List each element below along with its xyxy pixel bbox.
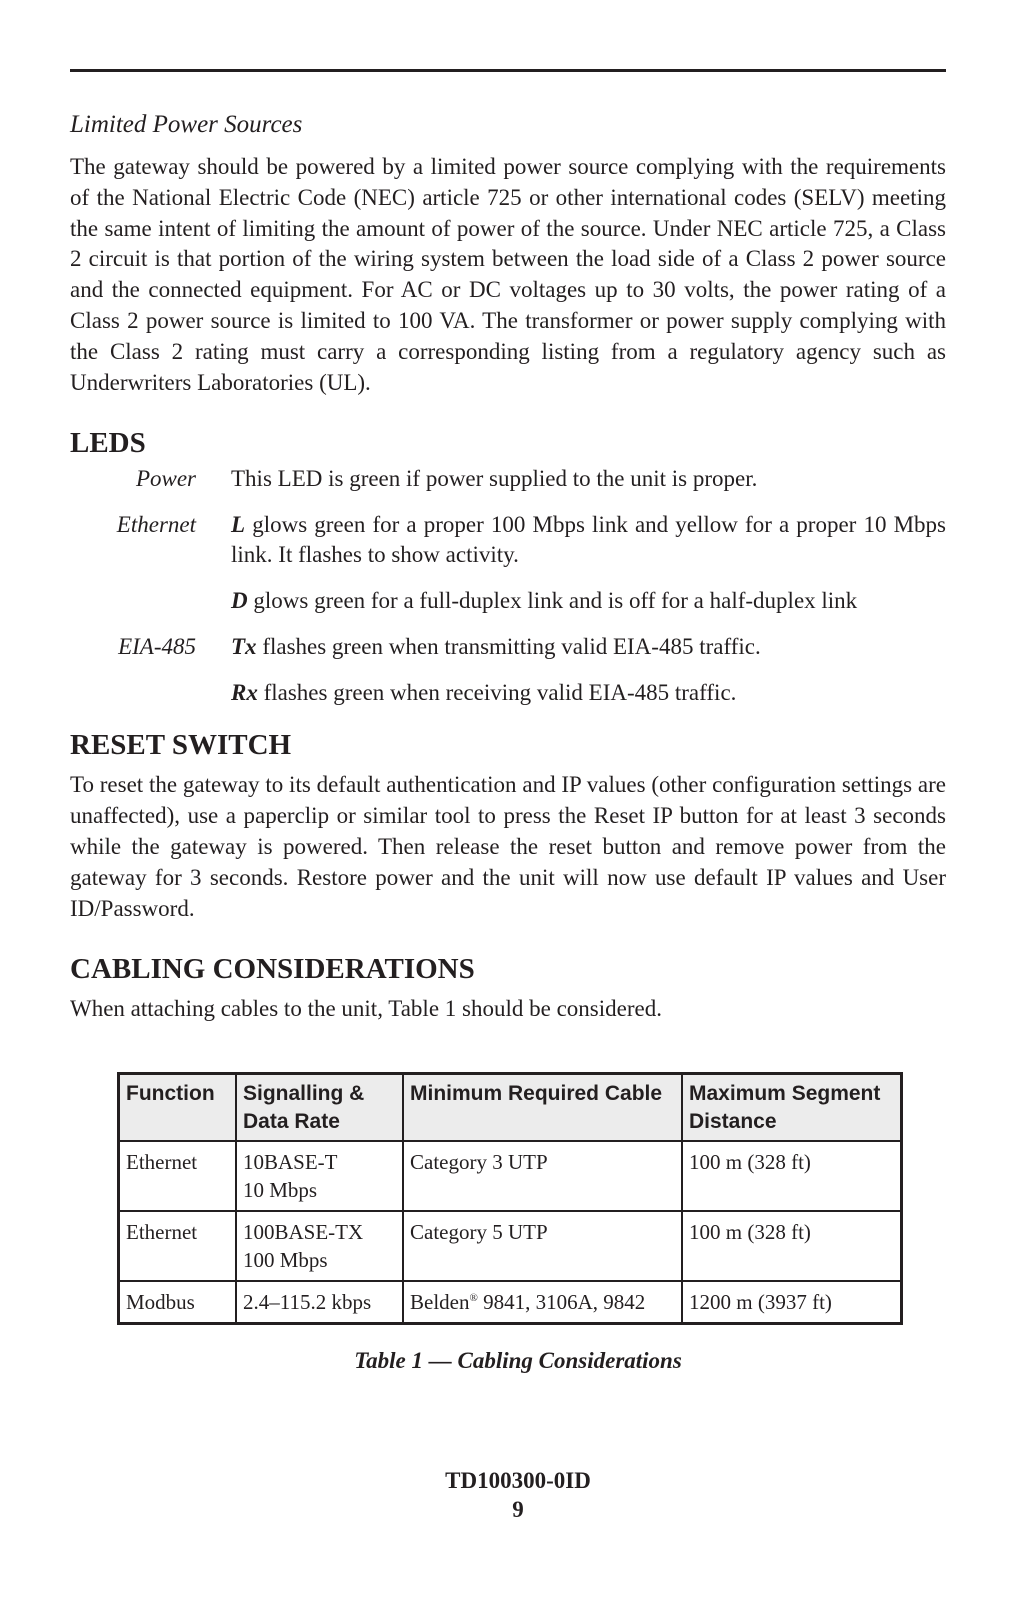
cell-cable: Category 5 UTP (403, 1211, 682, 1281)
led-code: D (231, 588, 248, 614)
cable-brand: Belden (410, 1290, 470, 1314)
signal-standard: 100BASE-TX (243, 1220, 364, 1244)
led-description (231, 678, 946, 708)
cell-function: Modbus (119, 1281, 237, 1324)
leds-list (70, 464, 946, 708)
led-text: glows green for a proper 100 Mbps link and yellow for a proper 10 Mbps link. It flashes to show activity. (231, 512, 946, 568)
registered-mark: ® (469, 1292, 478, 1304)
cell-distance: 1200 m (3937 ft) (682, 1281, 902, 1324)
page-content (70, 108, 946, 1025)
table-row (119, 1211, 902, 1281)
cell-cable (403, 1281, 682, 1324)
cell-signalling (236, 1211, 403, 1281)
cell-function: Ethernet (119, 1211, 237, 1281)
table-row (119, 1141, 902, 1211)
column-header-signalling: Signalling & Data Rate (236, 1074, 403, 1142)
signal-standard: 10BASE-T (243, 1150, 338, 1174)
page-number: 9 (512, 1497, 524, 1522)
led-item-eia485-rx (70, 678, 946, 708)
led-text: flashes green when transmitting valid EIA-485 traffic. (256, 634, 761, 660)
led-description (231, 632, 946, 662)
table-caption: Table 1 — Cabling Considerations (354, 1348, 682, 1373)
cell-signalling: 2.4–115.2 kbps (236, 1281, 403, 1324)
led-code: Rx (231, 680, 258, 706)
led-label: EIA-485 (118, 634, 196, 660)
led-text: This LED is green if power supplied to the unit is proper. (231, 466, 758, 492)
led-item-eia485-tx (70, 632, 946, 662)
cabling-intro: When attaching cables to the unit, Table 1 should be considered. (70, 996, 662, 1022)
led-text: flashes green when receiving valid EIA-485 traffic. (257, 680, 737, 706)
cell-cable: Category 3 UTP (403, 1141, 682, 1211)
table-row (119, 1281, 902, 1324)
cell-signalling (236, 1141, 403, 1211)
cabling-table (117, 1072, 903, 1325)
cell-distance: 100 m (328 ft) (682, 1211, 902, 1281)
led-item-power (70, 464, 946, 494)
led-code: Tx (231, 634, 257, 660)
led-label (70, 586, 196, 616)
signal-rate: 100 Mbps (243, 1248, 328, 1272)
led-description (231, 464, 946, 494)
cable-models: 9841, 3106A, 9842 (477, 1290, 646, 1314)
led-label (70, 678, 196, 708)
leds-heading: LEDS (70, 427, 146, 460)
table-header-row (119, 1074, 902, 1142)
led-label: Ethernet (116, 512, 196, 538)
document-id: TD100300-0ID (445, 1468, 591, 1493)
limited-power-paragraph: The gateway should be powered by a limited power source complying with the requirements of the National Electric Code (NEC) article 725 or other international codes (SELV) meeting the same intent of limiting the amount of power of the source. Under NEC article 725, a Class 2 circuit is that portion of the wiring system between the load side of a Class 2 power source and the connected equipment. For AC or DC voltages up to 30 volts, the power rating of a Class 2 power source is limited to 100 VA. The transformer or power supply complying with the Class 2 rating must carry a corresponding listing from a regulatory agency such as Underwriters Laboratories (UL). (70, 154, 946, 395)
cell-function: Ethernet (119, 1141, 237, 1211)
reset-paragraph: To reset the gateway to its default authentication and IP values (other configuration settings are unaffected), use a paperclip or similar tool to press the Reset IP button for at least 3 seconds while the gateway is powered. Then release the reset button and remove power from the gateway for 3 seconds. Restore power and the unit will now use default IP values and User ID/Password. (70, 772, 946, 921)
top-rule (70, 69, 946, 72)
led-code: L (231, 512, 246, 538)
cell-distance: 100 m (328 ft) (682, 1141, 902, 1211)
led-description (231, 510, 946, 570)
column-header-distance: Maximum Segment Distance (682, 1074, 902, 1142)
led-item-ethernet-l (70, 510, 946, 570)
led-label: Power (135, 466, 196, 492)
cabling-heading: CABLING CONSIDERATIONS (70, 953, 475, 986)
column-header-function: Function (119, 1074, 237, 1142)
reset-heading: RESET SWITCH (70, 729, 292, 762)
signal-rate: 10 Mbps (243, 1178, 318, 1202)
column-header-cable: Minimum Required Cable (403, 1074, 682, 1142)
led-text: glows green for a full-duplex link and is off for a half-duplex link (247, 588, 858, 614)
led-description (231, 586, 946, 616)
led-item-ethernet-d (70, 586, 946, 616)
limited-power-heading: Limited Power Sources (70, 111, 303, 138)
